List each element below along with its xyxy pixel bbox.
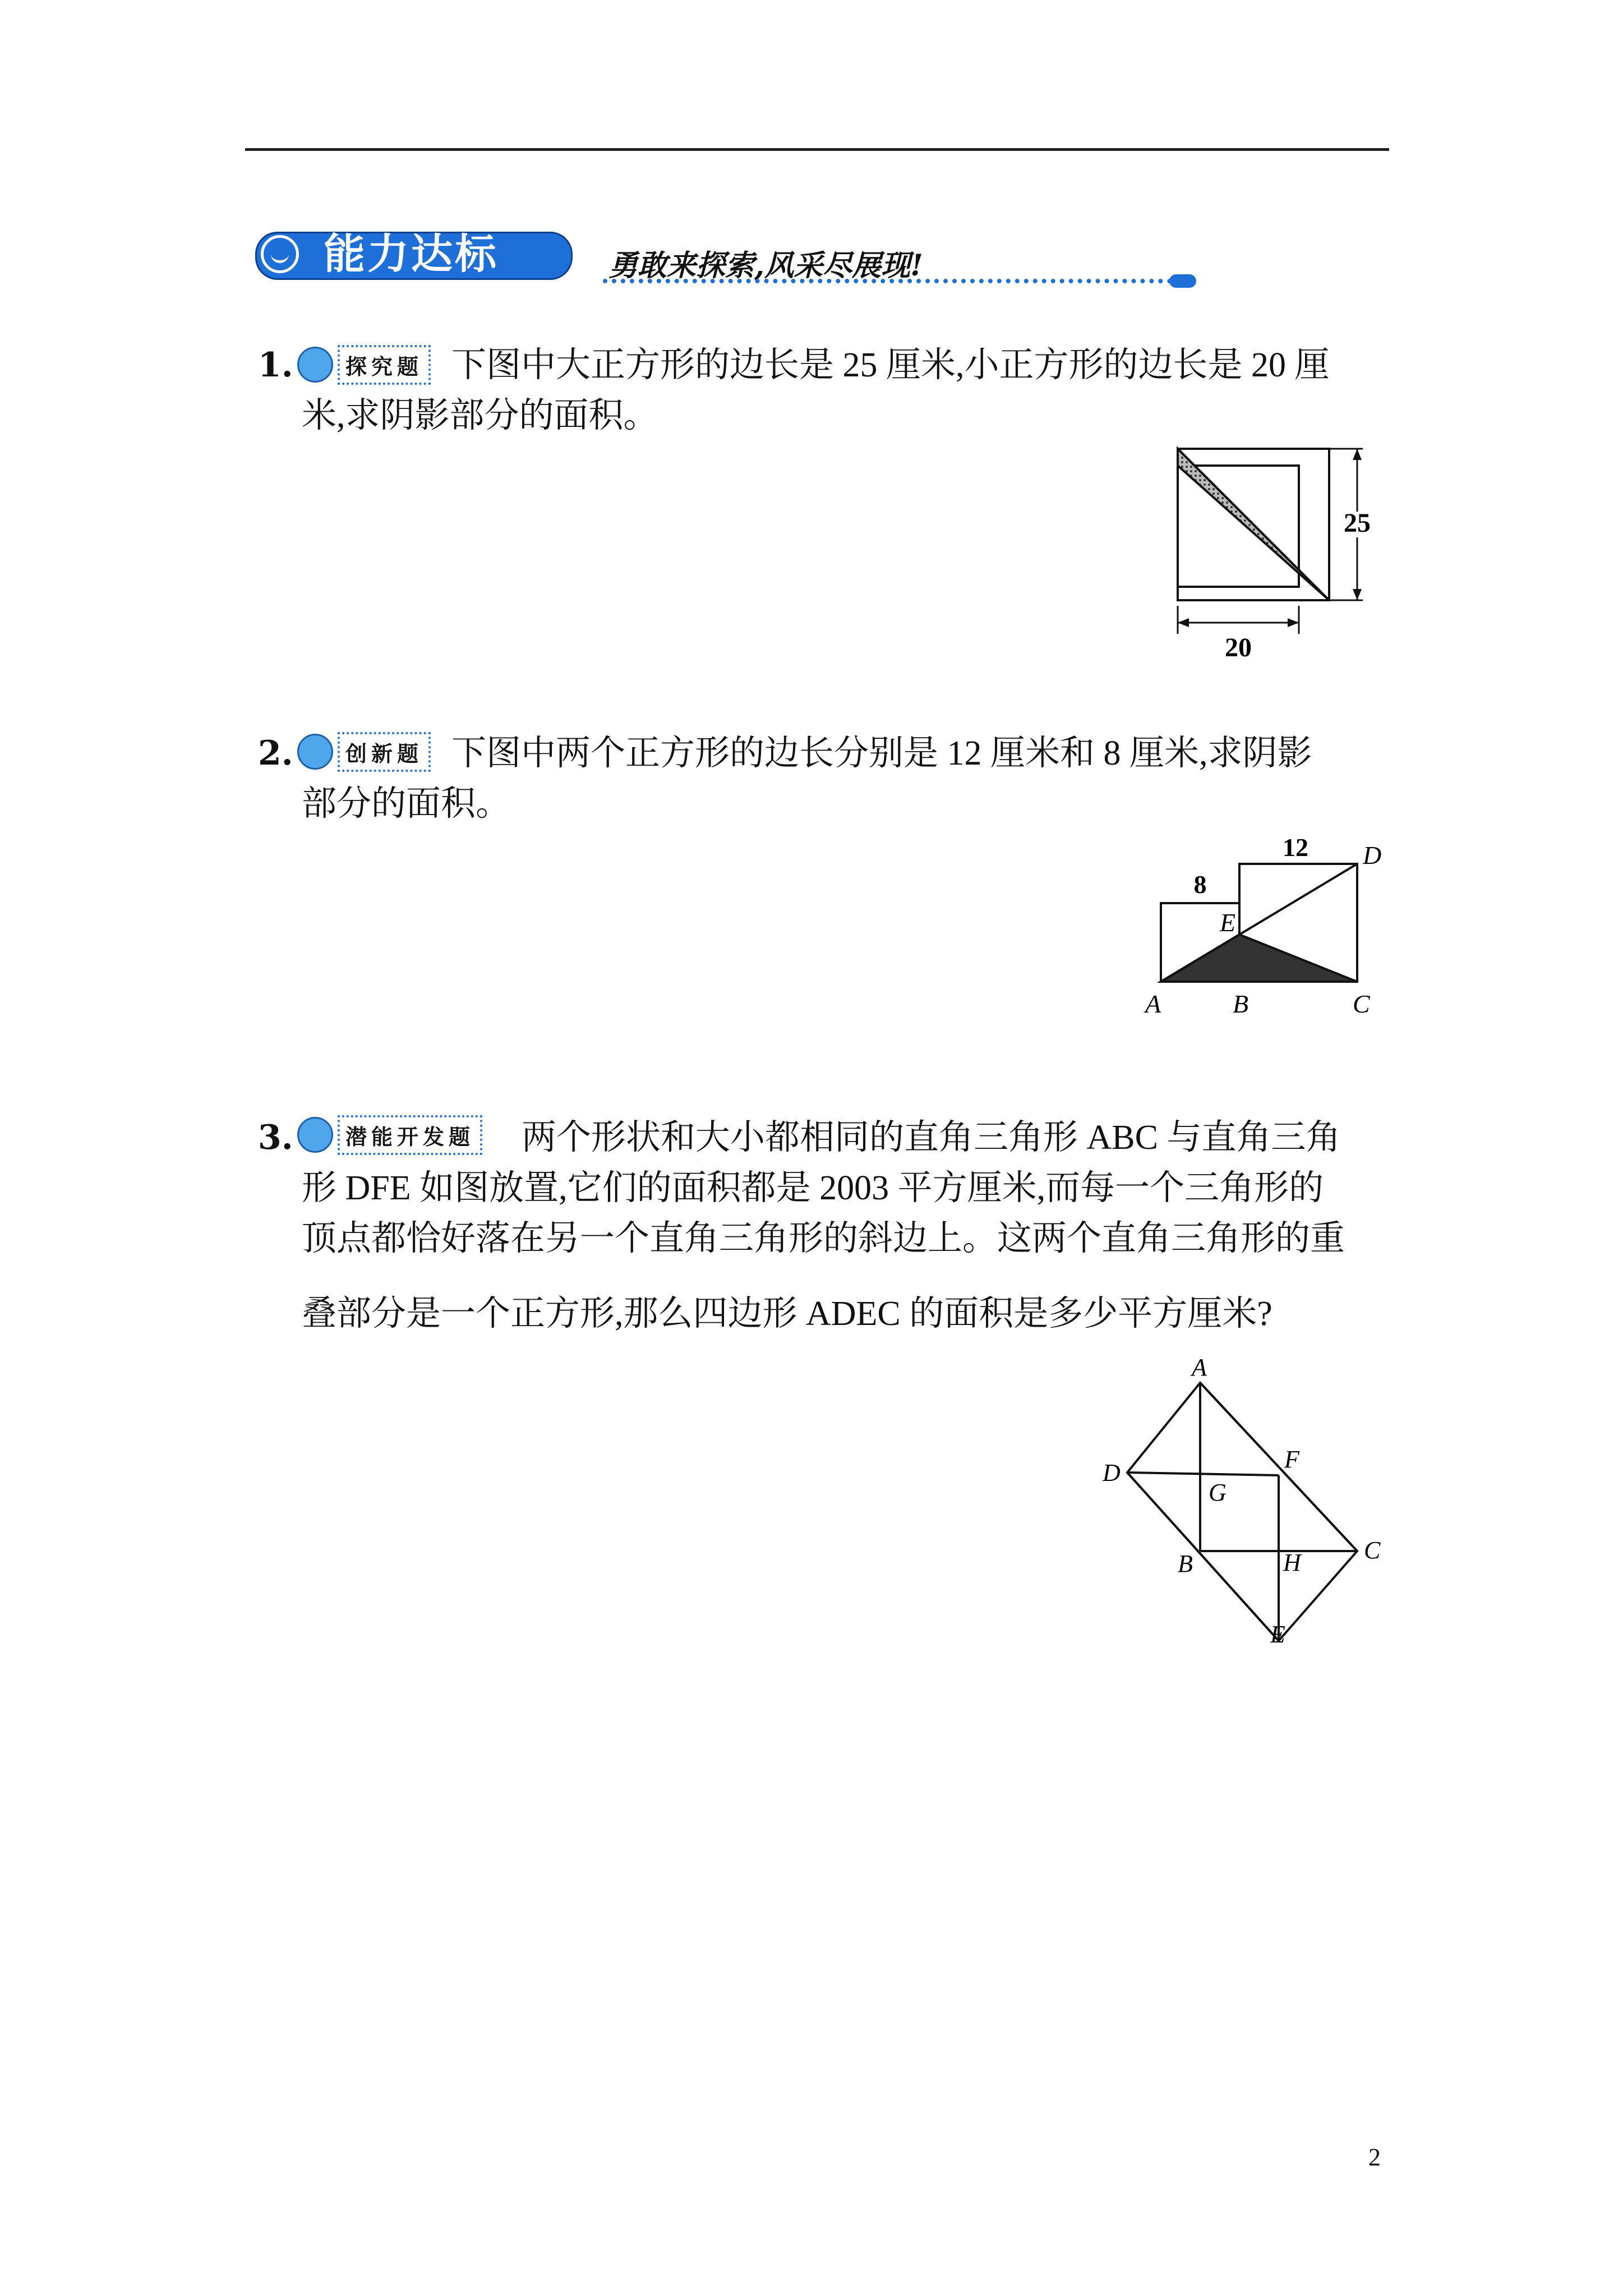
sparkle-icon: ✻ (536, 231, 569, 277)
problem-text-line: 米,求阴影部分的面积。 (302, 397, 658, 435)
label-A: A (1192, 1358, 1207, 1381)
figure-3-triangles (1099, 1358, 1391, 1649)
label-E: E (1270, 1621, 1285, 1648)
label-C: C (1364, 1536, 1381, 1564)
section-title: 能力达标 (324, 230, 499, 278)
page-number: 2 (1368, 2143, 1381, 2171)
problem-number: 2. (258, 734, 293, 773)
problem-3 (258, 1108, 1380, 1366)
laptop-icon (297, 1117, 333, 1153)
tag-label: 创新题 (338, 732, 431, 772)
section-banner (255, 227, 1181, 295)
small-square (1178, 466, 1299, 587)
section-slogan: 勇敢来探索,风采尽展现! (608, 249, 923, 283)
problem-text-line: 形 DFE 如图放置,它们的面积都是 2003 平方厘米,而每一个三角形的 (302, 1169, 1324, 1207)
label-F: F (1284, 1446, 1299, 1473)
label-12: 12 (1283, 833, 1308, 862)
smiley-face-icon (261, 235, 299, 273)
problem-text-line: 部分的面积。 (302, 785, 511, 823)
dotted-divider (603, 279, 1172, 283)
problem-text-line: 下图中两个正方形的边长分别是 12 厘米和 8 厘米,求阴影 (451, 734, 1312, 772)
problem-tag (297, 734, 431, 770)
header-rule (245, 148, 1389, 151)
problem-number: 1. (258, 346, 293, 385)
lightbulb-icon (297, 734, 333, 770)
problem-text-line: 下图中大正方形的边长是 25 厘米,小正方形的边长是 20 厘 (451, 346, 1330, 384)
label-25: 25 (1344, 508, 1371, 538)
problem-text-line: 叠部分是一个正方形,那么四边形 ADEC 的面积是多少平方厘米? (302, 1295, 1272, 1333)
label-C: C (1353, 990, 1370, 1018)
label-E: E (1220, 908, 1236, 937)
problem-text-line: 两个形状和大小都相同的直角三角形 ABC 与直角三角 (522, 1119, 1341, 1157)
label-H: H (1283, 1549, 1301, 1576)
tag-label: 探究题 (338, 345, 431, 385)
label-D: D (1103, 1459, 1121, 1487)
tag-label: 潜能开发题 (338, 1115, 482, 1155)
figure-1-squares (1166, 438, 1402, 673)
label-20: 20 (1225, 633, 1252, 662)
problem-text-line: 顶点都恰好落在另一个直角三角形的斜边上。这两个直角三角形的重 (302, 1220, 1345, 1258)
question-face-icon (297, 347, 333, 383)
figure-2-squares (1127, 830, 1396, 1021)
problem-number: 3. (258, 1118, 293, 1157)
problem-tag (297, 1117, 482, 1153)
divider-end-cap (1169, 274, 1196, 288)
label-B: B (1233, 990, 1249, 1018)
shaded-triangle (1161, 935, 1357, 982)
problem-tag (297, 347, 431, 383)
label-G: G (1209, 1479, 1227, 1506)
label-D: D (1363, 841, 1382, 869)
label-A: A (1145, 990, 1161, 1018)
label-8: 8 (1193, 870, 1207, 899)
label-B: B (1178, 1550, 1193, 1577)
